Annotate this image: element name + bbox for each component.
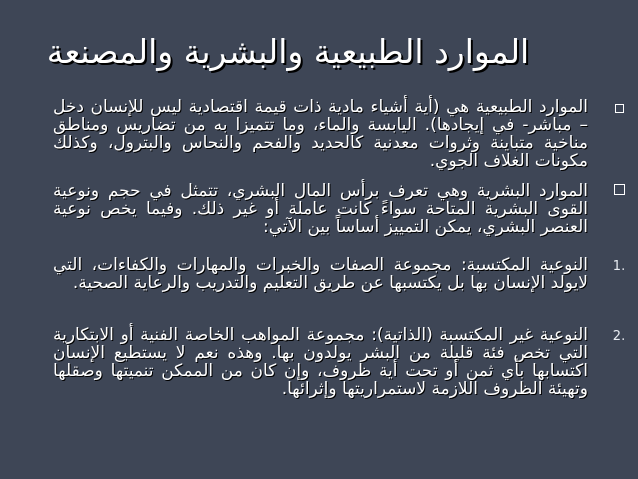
paragraph-acquired-quality: النوعية المكتسبة: مجموعة الصفات والخبرات والمهارات والكفاءات، التي لايولد الإنسان بها بل يكتسبها عن طريق التعليم والتدريب والرعاية الصحية. <box>53 255 588 293</box>
slide-title: الموارد الطبيعية والبشرية والمصنعة <box>46 32 530 71</box>
paragraph-innate-quality: النوعية غير المكتسبة (الذاتية): مجموعة المواهب الخاصة الفنية أو الابتكارية التي تخص فئة قليلة من البشر يولدون بها. وهذه نعم لا يستطيع الإنسان اكتسابها بأي ثمن أو تحت أية ظروف، وإن كان من الممكن تنميتها وصقلها وتهيئة الظروف اللازمة لاستمراريتها وإثرائها. <box>53 325 588 399</box>
list-number: 1. <box>612 259 626 274</box>
bullet-square-icon <box>608 98 630 117</box>
list-number: 2. <box>612 329 626 344</box>
bullet-square-icon <box>608 180 630 199</box>
paragraph-natural-resources: الموارد الطبيعية هي (أية أشياء مادية ذات قيمة اقتصادية ليس للإنسان دخل – مباشر- في إيجادها). اليابسة والماء، وما تتميزا به من تضاريس ومناطق مناخية متباينة وثروات معدنية كالحديد والفحم والنحاس والبترول، وكذلك مكونات الغلاف الجوي. <box>53 97 588 171</box>
paragraph-human-resources: الموارد البشرية وهي تعرف برأس المال البشري، تتمثل في حجم ونوعية القوى البشرية المتاحة سواءً كانت عاملة أو غير ذلك. وفيما يخص نوعية العنصر البشري، يمكن التمييز أساساً بين الآتي: <box>53 181 588 237</box>
